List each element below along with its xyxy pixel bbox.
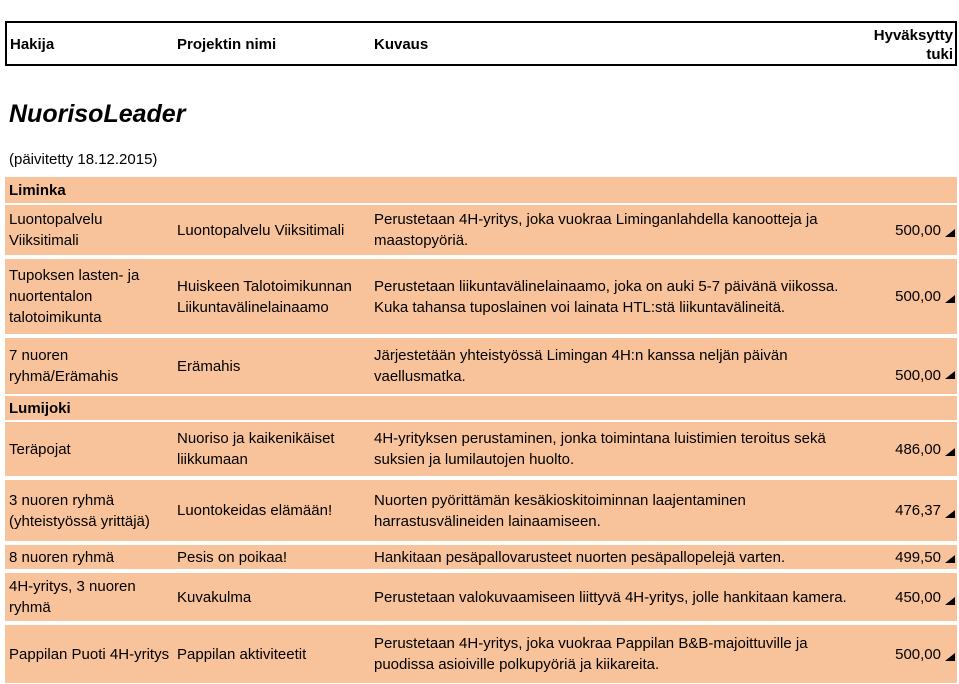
cell-project: Pesis on poikaa! <box>177 548 288 566</box>
cell-description: Perustetaan liikuntavälinelainaamo, joka on auki 5-7 päivänä viikossa. Kuka tahansa tuposlainen voi lainata HTL:stä liikuntavälineitä. <box>374 277 839 316</box>
cell-amount: 450,00 <box>895 588 941 606</box>
cell-description: Nuorten pyörittämän kesäkioskitoiminnan laajentaminen harrastusvälineiden lainaamiseen. <box>374 491 746 530</box>
cell-project: Erämahis <box>177 357 241 375</box>
cell-applicant: 7 nuoren ryhmä/Erämahis <box>9 347 119 385</box>
cell-description: Perustetaan valokuvaamiseen liittyvä 4H-yritys, jolle hankitaan kamera. <box>374 588 847 606</box>
table-row <box>5 573 957 621</box>
comment-indicator-icon <box>945 597 955 605</box>
cell-project: Kuvakulma <box>177 588 252 606</box>
table-row <box>5 338 957 394</box>
cell-project: Nuoriso ja kaikenikäiset liikkumaan <box>177 430 335 468</box>
cell-amount: 500,00 <box>895 288 941 305</box>
header-description: Kuvaus <box>374 36 429 53</box>
cell-applicant: 3 nuoren ryhmä (yhteistyössä yrittäjä) <box>9 491 150 530</box>
header-applicant: Hakija <box>10 36 55 53</box>
table-row <box>5 545 957 569</box>
comment-indicator-icon <box>945 448 955 456</box>
cell-applicant: 4H-yritys, 3 nuoren ryhmä <box>9 578 136 616</box>
cell-description: Järjestetään yhteistyössä Limingan 4H:n kanssa neljän päivän vaellusmatka. <box>374 347 788 385</box>
comment-indicator-icon <box>945 510 955 518</box>
cell-description: Hankitaan pesäpallovarusteet nuorten pesäpallopelejä varten. <box>374 548 786 566</box>
cell-project: Pappilan aktiviteetit <box>177 645 307 663</box>
table-row <box>5 480 957 541</box>
comment-indicator-icon <box>945 295 955 303</box>
table-header <box>5 21 957 66</box>
comment-indicator-icon <box>945 555 955 563</box>
header-project-name: Projektin nimi <box>177 36 277 53</box>
table-row <box>5 422 957 476</box>
cell-applicant: Luontopalvelu Viiksitimali <box>9 211 103 249</box>
comment-indicator-icon <box>945 653 955 661</box>
cell-applicant: 8 nuoren ryhmä <box>9 548 115 566</box>
cell-applicant: Pappilan Puoti 4H-yritys <box>9 645 170 663</box>
header-approved-support: Hyväksytty tuki <box>873 27 953 63</box>
table-row <box>5 625 957 683</box>
section-header-liminka: Liminka <box>5 177 957 203</box>
cell-amount: 476,37 <box>895 502 941 519</box>
updated-date: (päivitetty 18.12.2015) <box>9 151 158 168</box>
page-title: NuorisoLeader <box>9 100 186 128</box>
cell-description: Perustetaan 4H-yritys, joka vuokraa Liminganlahdella kanootteja ja maastopyöriä. <box>374 211 818 249</box>
cell-project: Luontokeidas elämään! <box>177 502 333 519</box>
table-row <box>5 205 957 255</box>
cell-amount: 499,50 <box>895 548 941 566</box>
cell-description: 4H-yrityksen perustaminen, jonka toimintana luistimien teroitus sekä suksien ja lumilautojen huolto. <box>374 430 826 468</box>
cell-amount: 500,00 <box>895 645 941 663</box>
cell-applicant: Tupoksen lasten- ja nuortentalon talotoimikunta <box>9 267 140 326</box>
table-row <box>5 259 957 334</box>
cell-project: Huiskeen Talotoimikunnan Liikuntavälinelainaamo <box>177 277 352 316</box>
section-header-lumijoki: Lumijoki <box>5 396 957 420</box>
comment-indicator-icon <box>945 229 955 237</box>
cell-description: Perustetaan 4H-yritys, joka vuokraa Pappilan B&B-majoittuville ja puodissa asioiville polkupyöriä ja kiikareita. <box>374 635 808 673</box>
cell-amount: 500,00 <box>895 367 941 384</box>
cell-project: Luontopalvelu Viiksitimali <box>177 221 345 239</box>
cell-applicant: Teräpojat <box>9 440 71 458</box>
cell-amount: 486,00 <box>895 440 941 458</box>
cell-amount: 500,00 <box>895 221 941 239</box>
comment-indicator-icon <box>945 371 955 379</box>
